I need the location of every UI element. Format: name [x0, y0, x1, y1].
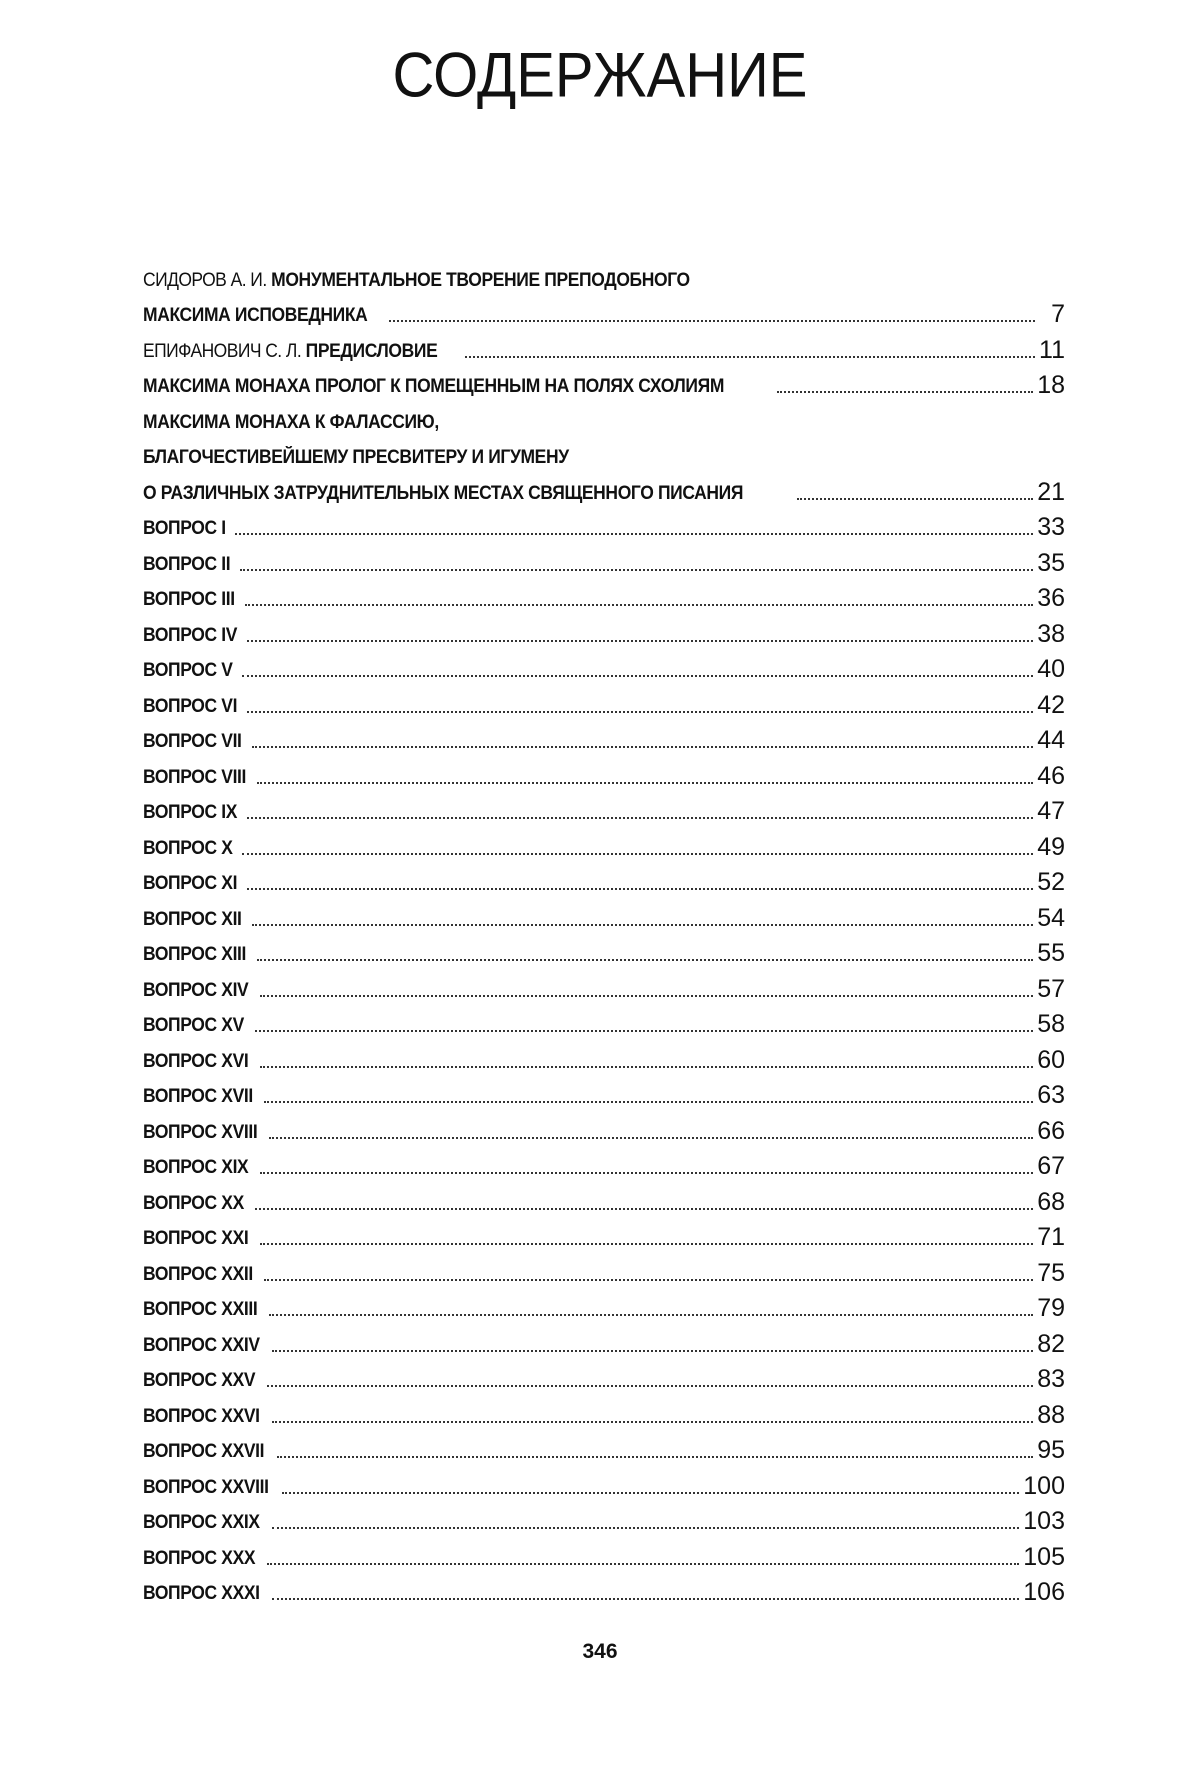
toc-entry-title: ВОПРОС IX: [143, 802, 238, 823]
toc-entry-page: 35: [1037, 548, 1065, 577]
dot-leader: [257, 959, 1033, 961]
toc-entry-page: 100: [1023, 1471, 1065, 1500]
toc-entry-page: 21: [1037, 477, 1065, 506]
toc-entry: [143, 611, 1065, 647]
toc-entry-title: МАКСИМА МОНАХА ПРОЛОГ К ПОМЕЩЕННЫМ НА ПОЛЯХ СХОЛИЯМ: [143, 376, 725, 397]
toc-entry: [143, 1286, 1065, 1322]
dot-leader: [260, 1066, 1034, 1068]
toc-entry-label: [143, 1228, 248, 1250]
toc-entry-page: 83: [1037, 1365, 1065, 1393]
dot-leader: [260, 1172, 1034, 1174]
toc-entry-title: ВОПРОС XVIII: [143, 1121, 258, 1143]
toc-entry: [143, 1392, 1065, 1428]
dot-leader: [247, 640, 1033, 642]
toc-entry-title: МАКСИМА МОНАХА К ФАЛАССИЮ,: [143, 411, 439, 433]
dot-leader: [264, 1279, 1033, 1281]
toc-entry: [143, 1037, 1065, 1073]
toc-entry-title: ВОПРОС III: [143, 589, 235, 610]
toc-entry: [143, 789, 1065, 825]
toc-entry-page: 38: [1037, 619, 1065, 648]
toc-entry: [143, 753, 1065, 789]
toc-entry-label: [143, 518, 226, 540]
toc-entry-label: [143, 1299, 257, 1321]
toc-entry-title: ВОПРОС I: [143, 518, 226, 539]
toc-entry-label: [143, 1264, 253, 1286]
toc-entry: [143, 647, 1065, 683]
toc-entry-title: МАКСИМА ИСПОВЕДНИКА: [143, 305, 368, 326]
toc-entry-title: ВОПРОС VIII: [143, 766, 247, 788]
toc-entry-label: [143, 625, 237, 647]
toc-entry-title: ВОПРОС XXXI: [143, 1583, 260, 1604]
toc-entry-label: [143, 447, 569, 469]
toc-entry: [143, 363, 1065, 399]
toc-entry-label: [143, 412, 439, 434]
toc-entry: [143, 718, 1065, 754]
toc-entry: [143, 1534, 1065, 1570]
toc-entry: [143, 1499, 1065, 1535]
toc-entry-label: [143, 1051, 248, 1073]
toc-entry-label: [143, 376, 724, 398]
toc-entry-title: ПРЕДИСЛОВИЕ: [305, 340, 438, 362]
dot-leader: [235, 533, 1033, 535]
toc-entry-page: 55: [1037, 939, 1065, 967]
toc-entry: [143, 1250, 1065, 1286]
toc-entry: [143, 540, 1065, 576]
dot-leader: [252, 746, 1033, 748]
toc-entry: [143, 860, 1065, 896]
toc-entry: [143, 1144, 1065, 1180]
toc-entry: [143, 398, 1065, 434]
toc-entry-page: 103: [1023, 1507, 1065, 1535]
toc-entry-label: [143, 270, 690, 292]
dot-leader: [242, 853, 1033, 855]
toc-entry-page: 36: [1037, 584, 1065, 612]
toc-entry-page: 42: [1037, 690, 1065, 719]
toc-entry-page: 105: [1023, 1542, 1065, 1571]
toc-entry-title: ВОПРОС II: [143, 553, 231, 575]
toc-entry: [143, 469, 1065, 505]
toc-entry: [143, 1570, 1065, 1606]
toc-entry-label: [143, 802, 237, 824]
toc-entry-title: ВОПРОС XII: [143, 908, 242, 930]
toc-entry-title: ВОПРОС XXVII: [143, 1441, 265, 1462]
toc-entry-label: [143, 731, 242, 753]
toc-entry-title: ВОПРОС XXI: [143, 1228, 249, 1249]
dot-leader: [272, 1350, 1033, 1352]
toc-entry: [143, 1073, 1065, 1109]
toc-entry-label: [143, 589, 235, 611]
toc-entry-label: [143, 1157, 248, 1179]
dot-leader: [240, 569, 1033, 571]
toc-entry-title: ВОПРОС VI: [143, 695, 238, 717]
toc-entry: [143, 895, 1065, 931]
toc-entry-page: 18: [1037, 371, 1065, 399]
dot-leader: [465, 356, 1035, 358]
toc-entry-page: 49: [1037, 832, 1065, 861]
toc-entry-title: ВОПРОС XXII: [143, 1263, 253, 1285]
toc-entry-page: 54: [1037, 903, 1065, 932]
toc-entry-title: ВОПРОС IV: [143, 624, 238, 646]
dot-leader: [267, 1385, 1033, 1387]
toc-entry-page: 71: [1037, 1223, 1065, 1251]
dot-leader: [257, 782, 1033, 784]
toc-entry-label: [143, 1015, 244, 1037]
toc-entry-label: [143, 873, 237, 895]
dot-leader: [389, 320, 1035, 322]
toc-entry-title: ВОПРОС XXX: [143, 1547, 256, 1569]
toc-entry-label: [143, 1086, 253, 1108]
toc-entry-title: ВОПРОС XIV: [143, 979, 249, 1001]
dot-leader: [255, 1208, 1034, 1210]
toc-entry-title: ВОПРОС XXV: [143, 1370, 256, 1391]
dot-leader: [264, 1101, 1033, 1103]
toc-entry: [143, 434, 1065, 470]
dot-leader: [272, 1527, 1019, 1529]
dot-leader: [797, 498, 1033, 500]
dot-leader: [260, 1243, 1034, 1245]
toc-entry-page: 58: [1037, 1010, 1065, 1038]
toc-entry-label: [143, 341, 437, 363]
toc-entry-title: ВОПРОС XXIX: [143, 1512, 260, 1533]
toc-entry: [143, 682, 1065, 718]
dot-leader: [247, 711, 1033, 713]
toc-entry-label: [143, 980, 248, 1002]
toc-entry-title: ВОПРОС X: [143, 837, 233, 859]
toc-entry-title: ВОПРОС XXIV: [143, 1334, 260, 1356]
toc-entry-page: 7: [1051, 300, 1065, 328]
toc-entry-label: [143, 1441, 264, 1463]
toc-entry-title: ВОПРОС XXIII: [143, 1299, 258, 1320]
toc-entry-title: ВОПРОС XI: [143, 873, 238, 894]
toc-entry: [143, 1215, 1065, 1251]
toc-entry-page: 11: [1039, 335, 1065, 364]
toc-entry-label: [143, 1477, 269, 1499]
toc-entry-title: ВОПРОС V: [143, 660, 233, 681]
toc-entry-page: 66: [1037, 1116, 1065, 1145]
toc-entry: [143, 931, 1065, 967]
toc-entry: [143, 505, 1065, 541]
toc-entry-page: 40: [1037, 655, 1065, 683]
toc-entry-page: 79: [1037, 1294, 1065, 1322]
toc-entry-label: [143, 696, 237, 718]
page-number: 346: [582, 1640, 618, 1663]
toc-entry-page: 33: [1037, 513, 1065, 541]
toc-entry: [143, 1321, 1065, 1357]
toc-entry-label: [143, 483, 743, 505]
toc-entry-label: [143, 554, 230, 576]
toc-entry-page: 44: [1037, 726, 1065, 754]
dot-leader: [272, 1598, 1019, 1600]
toc-entry-label: [143, 909, 242, 931]
toc-entry-title: ВОПРОС XXVIII: [143, 1476, 269, 1498]
dot-leader: [282, 1492, 1020, 1494]
dot-leader: [247, 817, 1033, 819]
dot-leader: [777, 391, 1034, 393]
dot-leader: [272, 1421, 1033, 1423]
toc-entry-page: 46: [1037, 761, 1065, 790]
toc-entry: [143, 256, 1065, 292]
toc-entry-page: 57: [1037, 974, 1065, 1003]
toc-entry-title: ВОПРОС XV: [143, 1015, 244, 1036]
toc-entry-label: [143, 1406, 260, 1428]
page-title: СОДЕРЖАНИЕ: [392, 40, 808, 111]
toc-entry-page: 88: [1037, 1400, 1065, 1429]
toc-entry: [143, 1002, 1065, 1038]
toc-entry: [143, 576, 1065, 612]
toc-entry-label: [143, 1370, 255, 1392]
toc-entry-label: [143, 1548, 255, 1570]
toc-entry-page: 68: [1037, 1187, 1065, 1216]
toc-entry-page: 82: [1037, 1329, 1065, 1358]
dot-leader: [242, 675, 1033, 677]
toc-entry-page: 47: [1037, 797, 1065, 825]
dot-leader: [267, 1563, 1019, 1565]
toc-entry: [143, 327, 1065, 363]
toc-entry: [143, 1428, 1065, 1464]
dot-leader: [260, 995, 1034, 997]
toc-entry-label: [143, 305, 367, 327]
toc-entry: [143, 1463, 1065, 1499]
dot-leader: [255, 1030, 1034, 1032]
toc-entry-page: 75: [1037, 1258, 1065, 1287]
toc-entry-label: [143, 1193, 244, 1215]
toc-entry-label: [143, 1512, 260, 1534]
toc-entry-page: 67: [1037, 1152, 1065, 1180]
toc-entry-title: ВОПРОС XX: [143, 1192, 244, 1214]
toc-entry-title: ВОПРОС XIII: [143, 944, 247, 965]
table-of-contents: [143, 256, 1065, 1605]
toc-entry-label: [143, 767, 246, 789]
toc-entry-author: СИДОРОВ А. И.: [143, 269, 267, 291]
toc-entry: [143, 824, 1065, 860]
toc-entry: [143, 966, 1065, 1002]
dot-leader: [277, 1456, 1034, 1458]
toc-entry-title: МОНУМЕНТАЛЬНОЕ ТВОРЕНИЕ ПРЕПОДОБНОГО: [271, 269, 690, 291]
toc-entry-page: 63: [1037, 1081, 1065, 1109]
dot-leader: [247, 888, 1033, 890]
toc-entry-author: ЕПИФАНОВИЧ С. Л.: [143, 340, 302, 362]
toc-entry-label: [143, 1335, 260, 1357]
toc-entry-title: ВОПРОС XIX: [143, 1157, 249, 1178]
toc-entry-label: [143, 944, 246, 966]
toc-entry-label: [143, 660, 233, 682]
toc-entry-label: [143, 1122, 257, 1144]
toc-entry-page: 52: [1037, 868, 1065, 896]
toc-entry: [143, 292, 1065, 328]
toc-entry: [143, 1357, 1065, 1393]
dot-leader: [269, 1314, 1033, 1316]
toc-entry: [143, 1108, 1065, 1144]
toc-entry: [143, 1179, 1065, 1215]
toc-entry-title: ВОПРОС XXVI: [143, 1405, 260, 1427]
dot-leader: [269, 1137, 1033, 1139]
dot-leader: [245, 604, 1033, 606]
toc-entry-label: [143, 1583, 260, 1605]
dot-leader: [252, 924, 1033, 926]
toc-entry-page: 106: [1023, 1578, 1065, 1606]
toc-entry-page: 60: [1037, 1045, 1065, 1074]
toc-entry-title: ВОПРОС XVI: [143, 1050, 249, 1072]
toc-entry-title: БЛАГОЧЕСТИВЕЙШЕМУ ПРЕСВИТЕРУ И ИГУМЕНУ: [143, 447, 569, 468]
toc-entry-page: 95: [1037, 1436, 1065, 1464]
toc-entry-label: [143, 838, 233, 860]
toc-entry-title: О РАЗЛИЧНЫХ ЗАТРУДНИТЕЛЬНЫХ МЕСТАХ СВЯЩЕННОГО ПИСАНИЯ: [143, 482, 744, 504]
toc-entry-title: ВОПРОС XVII: [143, 1086, 253, 1107]
toc-entry-title: ВОПРОС VII: [143, 731, 242, 752]
